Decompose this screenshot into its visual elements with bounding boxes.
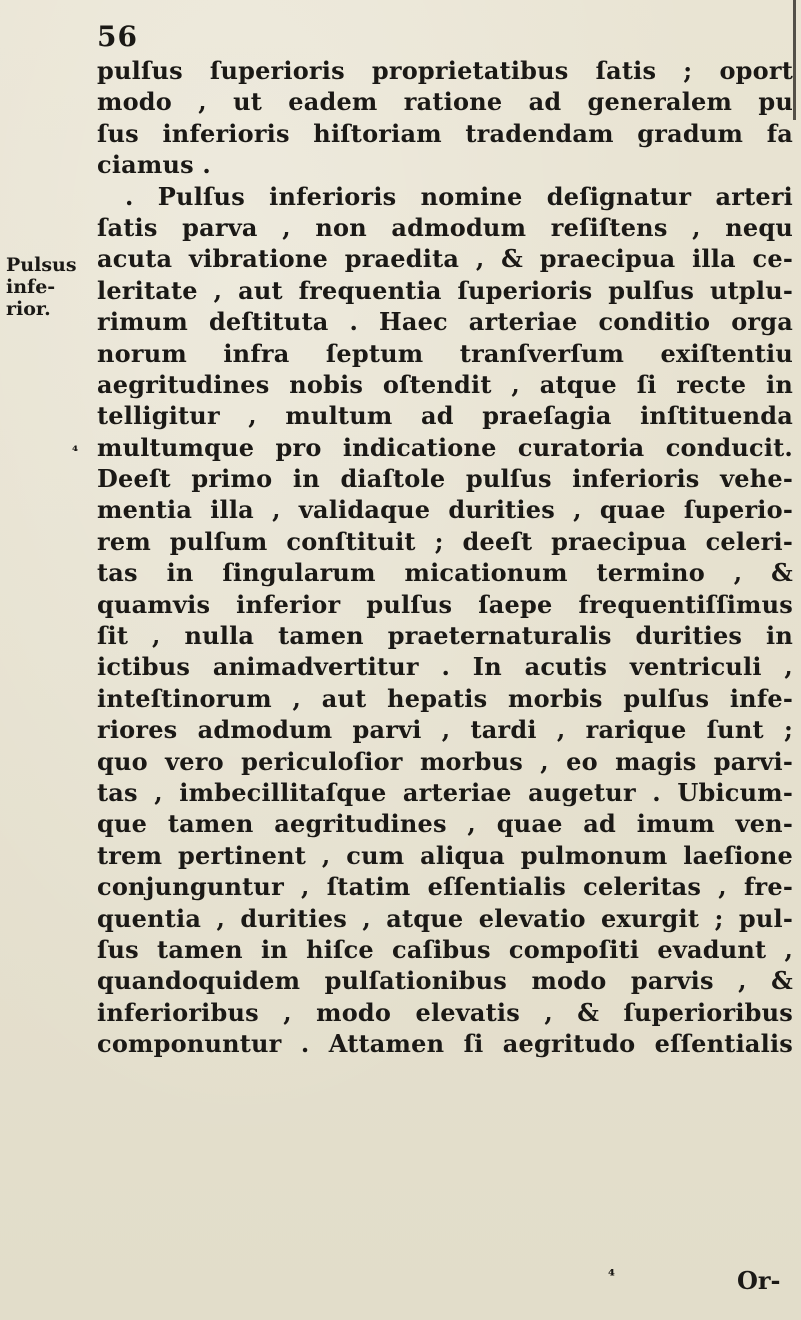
- catchword: Or-: [737, 1266, 781, 1295]
- text-line: inferioribus , modo elevatis , & ſuperioribus: [97, 997, 793, 1027]
- text-line: rimum deſtituta . Haec arteriae conditio orga: [97, 307, 793, 337]
- text-line: modo , ut eadem ratione ad generalem pu: [97, 87, 793, 117]
- text-line: rem pulſum conſtituit ; deeſt praecipua celeri-: [97, 526, 793, 556]
- text-line: telligitur , multum ad praeſagia inſtituenda: [97, 401, 793, 431]
- margin-note: [6, 254, 77, 320]
- text-line: ſus tamen in hiſce caſibus compoſiti evadunt ,: [97, 934, 793, 964]
- text-line: ſit , nulla tamen praeternaturalis durities in: [97, 621, 793, 651]
- text-line: tas in ſingularum micationum termino , &: [97, 558, 793, 588]
- signature-mark: ⁴: [608, 1266, 616, 1285]
- text-line: quo vero periculoſior morbus , eo magis parvi-: [97, 746, 793, 776]
- body-text: [97, 55, 793, 1060]
- margin-note-line: infe-: [6, 276, 56, 298]
- text-line: inteſtinorum , aut hepatis morbis pulſus infe-: [97, 683, 793, 713]
- text-line: Deeſt primo in diaſtole pulſus inferioris vehe-: [97, 464, 793, 494]
- margin-note-line: rior.: [6, 298, 51, 320]
- text-line: ſus inferioris hiſtoriam tradendam gradum fa: [97, 118, 793, 148]
- text-line: . Pulſus inferioris nomine deſignatur arteri: [125, 181, 793, 211]
- text-line: trem pertinent , cum aliqua pulmonum laeſione: [97, 840, 793, 870]
- text-line: mentia illa , validaque durities , quae ſuperio-: [97, 495, 793, 525]
- text-line: que tamen aegritudines , quae ad imum ven-: [97, 809, 793, 839]
- text-line: ciamus .: [97, 150, 211, 180]
- text-line: quentia , durities , atque elevatio exurgit ; pul-: [97, 903, 793, 933]
- text-line: quandoquidem pulſationibus modo parvis , &: [97, 966, 793, 996]
- text-line: quamvis inferior pulſus ſaepe frequentiſſimus: [97, 589, 793, 619]
- text-line: ictibus animadvertitur . In acutis ventriculi ,: [97, 652, 793, 682]
- text-line: componuntur . Attamen ſi aegritudo eſſentialis: [97, 1029, 793, 1059]
- text-line: conjunguntur , ſtatim eſſentialis celeritas , fre-: [97, 872, 793, 902]
- text-line: tas , imbecillitaſque arteriae augetur . Ubicum-: [97, 777, 793, 807]
- text-line: multumque pro indicatione curatoria conducit.: [97, 432, 793, 462]
- text-line: leritate , aut frequentia ſuperioris pulſus utplu-: [97, 275, 793, 305]
- text-line: acuta vibratione praedita , & praecipua illa ce-: [97, 244, 793, 274]
- text-line: norum infra ſeptum tranſverſum exiſtentiu: [97, 338, 793, 368]
- page-edge-rule: [793, 0, 796, 120]
- text-line: ſatis parva , non admodum reſiſtens , nequ: [97, 212, 793, 242]
- page-number: 56: [97, 20, 138, 53]
- stray-mark: ⁴: [72, 444, 79, 460]
- text-line: aegritudines nobis oſtendit , atque ſi recte in: [97, 369, 793, 399]
- text-line: pulſus ſuperioris proprietatibus ſatis ; oport: [97, 56, 793, 85]
- margin-note-line: Pulsus: [6, 254, 77, 276]
- text-line: riores admodum parvi , tardi , rarique ſunt ;: [97, 715, 793, 745]
